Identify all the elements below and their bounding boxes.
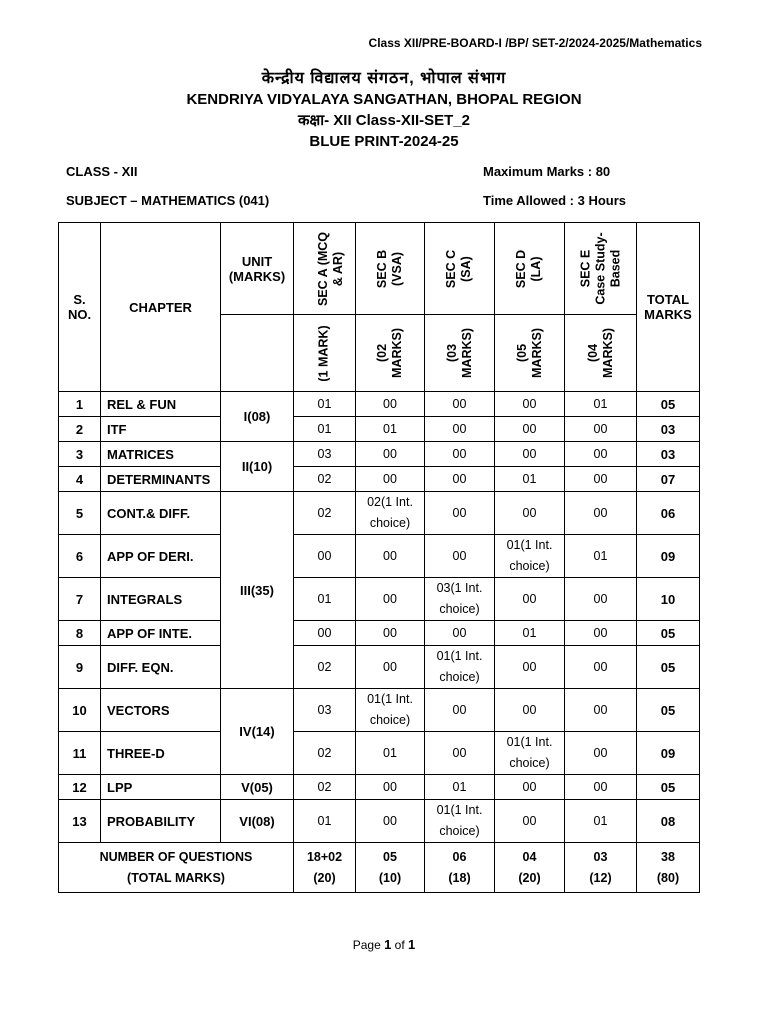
sec-c-cell: 00	[425, 467, 495, 492]
sno-cell: 12	[59, 775, 101, 800]
table-row	[59, 732, 700, 775]
total-cell: 05	[637, 775, 700, 800]
class-label: CLASS - XII	[66, 164, 138, 179]
sec-e-cell: 01	[565, 535, 637, 578]
total-header: TOTAL MARKS	[637, 223, 700, 392]
sec-e-cell: 00	[565, 417, 637, 442]
unit-cell: III(35)	[221, 492, 294, 689]
sec-c-cell: 00	[425, 492, 495, 535]
title-blueprint: BLUE PRINT-2024-25	[309, 133, 459, 150]
sec-d-cell: 00	[495, 800, 565, 843]
sno-cell: 11	[59, 732, 101, 775]
chapter-cell: CONT.& DIFF.	[101, 492, 221, 535]
sec-d-cell: 00	[495, 689, 565, 732]
sec-b-header: SEC B (VSA)	[356, 223, 425, 315]
sec-a-cell: 02	[294, 775, 356, 800]
chapter-cell: APP OF DERI.	[101, 535, 221, 578]
sec-e-cell: 00	[565, 442, 637, 467]
of-word: of	[394, 938, 405, 952]
sec-a-cell: 01	[294, 800, 356, 843]
total-cell: 08	[637, 800, 700, 843]
sec-a-cell: 02	[294, 492, 356, 535]
total-cell: 07	[637, 467, 700, 492]
sno-header: S. NO.	[59, 223, 101, 392]
sec-d-cell: 00	[495, 417, 565, 442]
summary-sec-c: 06 (18)	[425, 843, 495, 893]
total-cell: 03	[637, 442, 700, 467]
sec-b-marks: (02 MARKS)	[356, 315, 425, 392]
sec-c-cell: 00	[425, 392, 495, 417]
sec-e-cell: 00	[565, 492, 637, 535]
max-marks: Maximum Marks : 80	[483, 164, 611, 179]
table-row	[59, 492, 700, 535]
sec-c-cell: 01(1 Int. choice)	[425, 646, 495, 689]
sec-b-cell: 00	[356, 578, 425, 621]
sec-d-cell: 00	[495, 775, 565, 800]
title-hindi: केन्द्रीय विद्यालय संगठन, भोपाल संभाग	[261, 70, 507, 87]
title-block	[0, 68, 768, 152]
sec-a-cell: 01	[294, 417, 356, 442]
sec-d-cell: 01	[495, 467, 565, 492]
sno-cell: 3	[59, 442, 101, 467]
sec-b-cell: 02(1 Int. choice)	[356, 492, 425, 535]
sec-a-cell: 00	[294, 535, 356, 578]
sec-a-cell: 02	[294, 467, 356, 492]
sec-c-cell: 00	[425, 442, 495, 467]
title-class-suffix: - XII Class-XII-SET_2	[324, 112, 471, 129]
sno-cell: 8	[59, 621, 101, 646]
sec-a-cell: 00	[294, 621, 356, 646]
sec-d-cell: 00	[495, 392, 565, 417]
table-row	[59, 689, 700, 732]
sec-e-cell: 00	[565, 775, 637, 800]
unit-header: UNIT (MARKS)	[221, 223, 294, 315]
page-word: Page	[352, 938, 381, 952]
time-allowed: Time Allowed : 3 Hours	[483, 193, 627, 208]
sno-cell: 9	[59, 646, 101, 689]
table-row	[59, 800, 700, 843]
sec-d-marks: (05 MARKS)	[495, 315, 565, 392]
page-number: 1	[384, 937, 392, 952]
sno-cell: 6	[59, 535, 101, 578]
total-cell: 09	[637, 535, 700, 578]
total-cell: 05	[637, 689, 700, 732]
title-class	[0, 110, 768, 131]
table-row	[59, 442, 700, 467]
sec-c-cell: 01(1 Int. choice)	[425, 800, 495, 843]
sec-b-cell: 01	[356, 732, 425, 775]
total-cell: 05	[637, 621, 700, 646]
sec-e-cell: 00	[565, 467, 637, 492]
sec-e-cell: 01	[565, 392, 637, 417]
page-total: 1	[408, 937, 416, 952]
sec-d-cell: 00	[495, 646, 565, 689]
sec-b-cell: 00	[356, 646, 425, 689]
sec-b-cell: 00	[356, 535, 425, 578]
sec-c-cell: 00	[425, 732, 495, 775]
sec-c-header: SEC C (SA)	[425, 223, 495, 315]
sec-c-cell: 00	[425, 689, 495, 732]
sec-e-cell: 00	[565, 578, 637, 621]
sec-b-cell: 00	[356, 392, 425, 417]
sec-b-cell: 00	[356, 621, 425, 646]
sec-d-cell: 01(1 Int. choice)	[495, 535, 565, 578]
sec-b-cell: 00	[356, 442, 425, 467]
table-row	[59, 417, 700, 442]
table-row	[59, 467, 700, 492]
total-cell: 10	[637, 578, 700, 621]
sec-e-cell: 00	[565, 689, 637, 732]
sec-d-header: SEC D (LA)	[495, 223, 565, 315]
unit-cell: IV(14)	[221, 689, 294, 775]
document-reference: Class XII/PRE-BOARD-I /BP/ SET-2/2024-2025/Mathematics	[368, 36, 702, 50]
sec-d-cell: 00	[495, 442, 565, 467]
summary-row	[59, 843, 700, 893]
table-row	[59, 535, 700, 578]
sec-c-cell: 00	[425, 621, 495, 646]
sec-a-cell: 01	[294, 392, 356, 417]
chapter-cell: VECTORS	[101, 689, 221, 732]
sec-c-cell: 01	[425, 775, 495, 800]
unit-cell: VI(08)	[221, 800, 294, 843]
sec-e-cell: 00	[565, 732, 637, 775]
summary-sec-e: 03 (12)	[565, 843, 637, 893]
chapter-header: CHAPTER	[101, 223, 221, 392]
chapter-cell: PROBABILITY	[101, 800, 221, 843]
title-class-prefix: कक्षा	[297, 112, 325, 129]
summary-total: 38 (80)	[637, 843, 700, 893]
total-cell: 03	[637, 417, 700, 442]
total-cell: 05	[637, 646, 700, 689]
unit-header-blank	[221, 315, 294, 392]
total-cell: 05	[637, 392, 700, 417]
table-row	[59, 392, 700, 417]
sec-c-cell: 03(1 Int. choice)	[425, 578, 495, 621]
sec-d-cell: 01	[495, 621, 565, 646]
sno-cell: 5	[59, 492, 101, 535]
summary-sec-a: 18+02 (20)	[294, 843, 356, 893]
summary-label: NUMBER OF QUESTIONS (TOTAL MARKS)	[59, 843, 294, 893]
sec-b-cell: 01(1 Int. choice)	[356, 689, 425, 732]
sec-a-header: SEC A (MCQ & AR)	[294, 223, 356, 315]
sec-e-cell: 00	[565, 621, 637, 646]
sec-a-cell: 03	[294, 442, 356, 467]
chapter-cell: REL & FUN	[101, 392, 221, 417]
sec-a-cell: 03	[294, 689, 356, 732]
sec-e-cell: 01	[565, 800, 637, 843]
sec-b-cell: 00	[356, 800, 425, 843]
sec-a-marks: (1 MARK)	[294, 315, 356, 392]
chapter-cell: THREE-D	[101, 732, 221, 775]
sec-e-cell: 00	[565, 646, 637, 689]
subject-label: SUBJECT – MATHEMATICS (041)	[66, 193, 270, 208]
sec-d-cell: 01(1 Int. choice)	[495, 732, 565, 775]
unit-cell: II(10)	[221, 442, 294, 492]
chapter-cell: LPP	[101, 775, 221, 800]
chapter-cell: APP OF INTE.	[101, 621, 221, 646]
chapter-cell: DETERMINANTS	[101, 467, 221, 492]
sec-b-cell: 01	[356, 417, 425, 442]
unit-cell: I(08)	[221, 392, 294, 442]
page-footer	[0, 937, 768, 952]
sec-d-cell: 00	[495, 578, 565, 621]
chapter-cell: ITF	[101, 417, 221, 442]
sec-a-cell: 01	[294, 578, 356, 621]
sno-cell: 10	[59, 689, 101, 732]
sec-b-cell: 00	[356, 775, 425, 800]
unit-cell: V(05)	[221, 775, 294, 800]
chapter-cell: MATRICES	[101, 442, 221, 467]
sec-b-cell: 00	[356, 467, 425, 492]
title-org: KENDRIYA VIDYALAYA SANGATHAN, BHOPAL REGION	[186, 91, 582, 108]
sec-c-marks: (03 MARKS)	[425, 315, 495, 392]
sec-c-cell: 00	[425, 535, 495, 578]
sno-cell: 1	[59, 392, 101, 417]
summary-sec-d: 04 (20)	[495, 843, 565, 893]
table-row	[59, 775, 700, 800]
chapter-cell: INTEGRALS	[101, 578, 221, 621]
table-row	[59, 578, 700, 621]
table-row	[59, 621, 700, 646]
table-row	[59, 646, 700, 689]
sec-a-cell: 02	[294, 732, 356, 775]
total-cell: 09	[637, 732, 700, 775]
sec-a-cell: 02	[294, 646, 356, 689]
summary-sec-b: 05 (10)	[356, 843, 425, 893]
sec-e-header: SEC E Case Study- Based	[565, 223, 637, 315]
sno-cell: 13	[59, 800, 101, 843]
sno-cell: 4	[59, 467, 101, 492]
blueprint-table	[58, 222, 700, 893]
chapter-cell: DIFF. EQN.	[101, 646, 221, 689]
total-cell: 06	[637, 492, 700, 535]
sec-c-cell: 00	[425, 417, 495, 442]
sno-cell: 2	[59, 417, 101, 442]
header-row	[59, 223, 700, 315]
sec-d-cell: 00	[495, 492, 565, 535]
sec-e-marks: (04 MARKS)	[565, 315, 637, 392]
sno-cell: 7	[59, 578, 101, 621]
